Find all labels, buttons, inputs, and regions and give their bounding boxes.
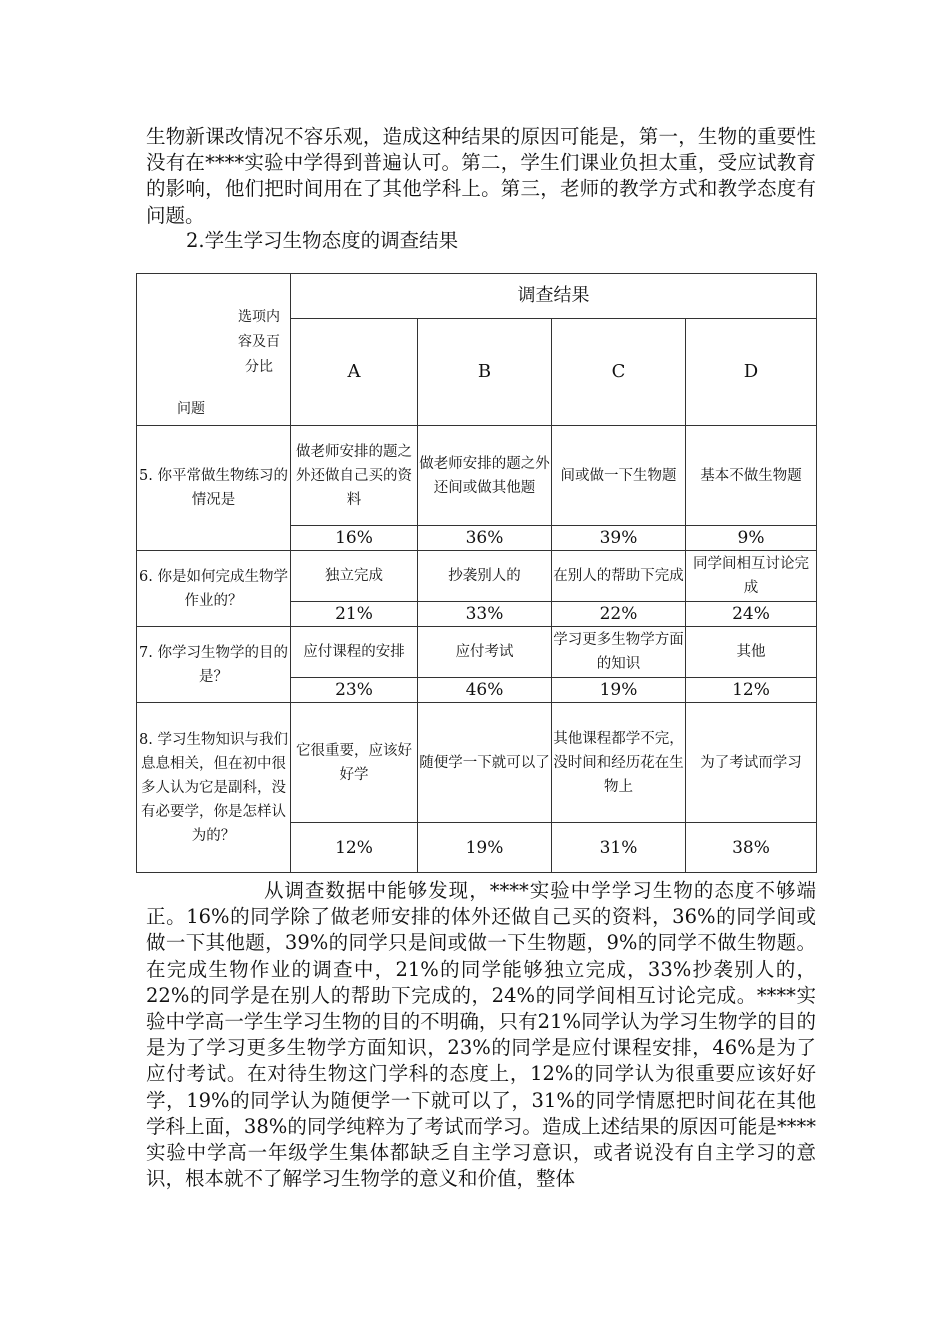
question-cell: 5. 你平常做生物练习的情况是 [137,426,291,551]
percent-cell: 21% [291,602,418,627]
percent-cell: 19% [418,823,552,873]
option-cell: 做老师安排的题之外还做自己买的资料 [291,426,418,526]
question-cell: 7. 你学习生物学的目的是？ [137,627,291,703]
option-cell: 间或做一下生物题 [552,426,686,526]
percent-cell: 38% [686,823,817,873]
question-cell: 8. 学习生物知识与我们息息相关，但在初中很多人认为它是副科，没有必要学，你是怎样认为的？ [137,703,291,873]
column-letter-a: A [291,319,418,426]
table-row [137,551,817,602]
question-cell: 6. 你是如何完成生物学作业的？ [137,551,291,627]
percent-cell: 46% [418,678,552,703]
option-cell: 应付课程的安排 [291,627,418,678]
percent-cell: 16% [291,526,418,551]
table-corner-cell [137,274,291,426]
percent-cell: 36% [418,526,552,551]
option-cell: 同学间相互讨论完成 [686,551,817,602]
corner-header-options: 选项内容及百分比 [238,308,280,375]
percent-cell: 9% [686,526,817,551]
percent-cell: 24% [686,602,817,627]
percent-cell: 22% [552,602,686,627]
percent-cell: 31% [552,823,686,873]
intro-paragraph: 生物新课改情况不容乐观，造成这种结果的原因可能是，第一，生物的重要性没有在****实验中学得到普遍认可。第二，学生们课业负担太重，受应试教育的影响，他们把时间用在了其他学科上。第三，老师的教学方式和教学态度有问题。 [146,125,816,227]
option-cell: 在别人的帮助下完成 [552,551,686,602]
percent-cell: 19% [552,678,686,703]
option-cell: 它很重要，应该好好学 [291,703,418,823]
option-cell: 基本不做生物题 [686,426,817,526]
percent-cell: 39% [552,526,686,551]
option-cell: 学习更多生物学方面的知识 [552,627,686,678]
option-cell: 独立完成 [291,551,418,602]
percent-cell: 23% [291,678,418,703]
column-letter-b: B [418,319,552,426]
column-letter-c: C [552,319,686,426]
table-row [137,703,817,823]
column-letter-d: D [686,319,817,426]
percent-cell: 33% [418,602,552,627]
corner-header-question: 问题 [177,400,205,417]
table-row [137,426,817,526]
percent-cell: 12% [686,678,817,703]
option-cell: 抄袭别人的 [418,551,552,602]
analysis-paragraph: 从调查数据中能够发现，****实验中学学习生物的态度不够端正。16%的同学除了做老师安排的体外还做自己买的资料，36%的同学间或做一下其他题，39%的同学只是间或做一下生物题，9%的同学不做生物题。在完成生物作业的调查中，21%的同学能够独立完成，33%抄袭别人的，22%的同学是在别人的帮助下完成的，24%的同学间相互讨论完成。****实验中学高一学生学习生物的目的不明确，只有21%同学认为学习生物学的目的是为了学习更多生物学方面知识，23%的同学是应付课程安排，46%是为了应付考试。在对待生物这门学科的态度上，12%的同学认为很重要应该好好学，19%的同学认为随便学一下就可以了，31%的同学情愿把时间花在其他学科上面，38%的同学纯粹为了考试而学习。造成上述结果的原因可能是****实验中学高一年级学生集体都缺乏自主学习意识，或者说没有自主学习的意识，根本就不了解学习生物学的意义和价值，整体 [146,879,816,1191]
option-cell: 应付考试 [418,627,552,678]
option-cell: 做老师安排的题之外还间或做其他题 [418,426,552,526]
section-heading: 2.学生学习生物态度的调查结果 [186,229,459,252]
option-cell: 其他 [686,627,817,678]
option-cell: 随便学一下就可以了 [418,703,552,823]
result-title: 调查结果 [291,274,817,319]
table-row [137,627,817,678]
option-cell: 其他课程都学不完，没时间和经历花在生物上 [552,703,686,823]
option-cell: 为了考试而学习 [686,703,817,823]
survey-table [136,273,817,873]
percent-cell: 12% [291,823,418,873]
